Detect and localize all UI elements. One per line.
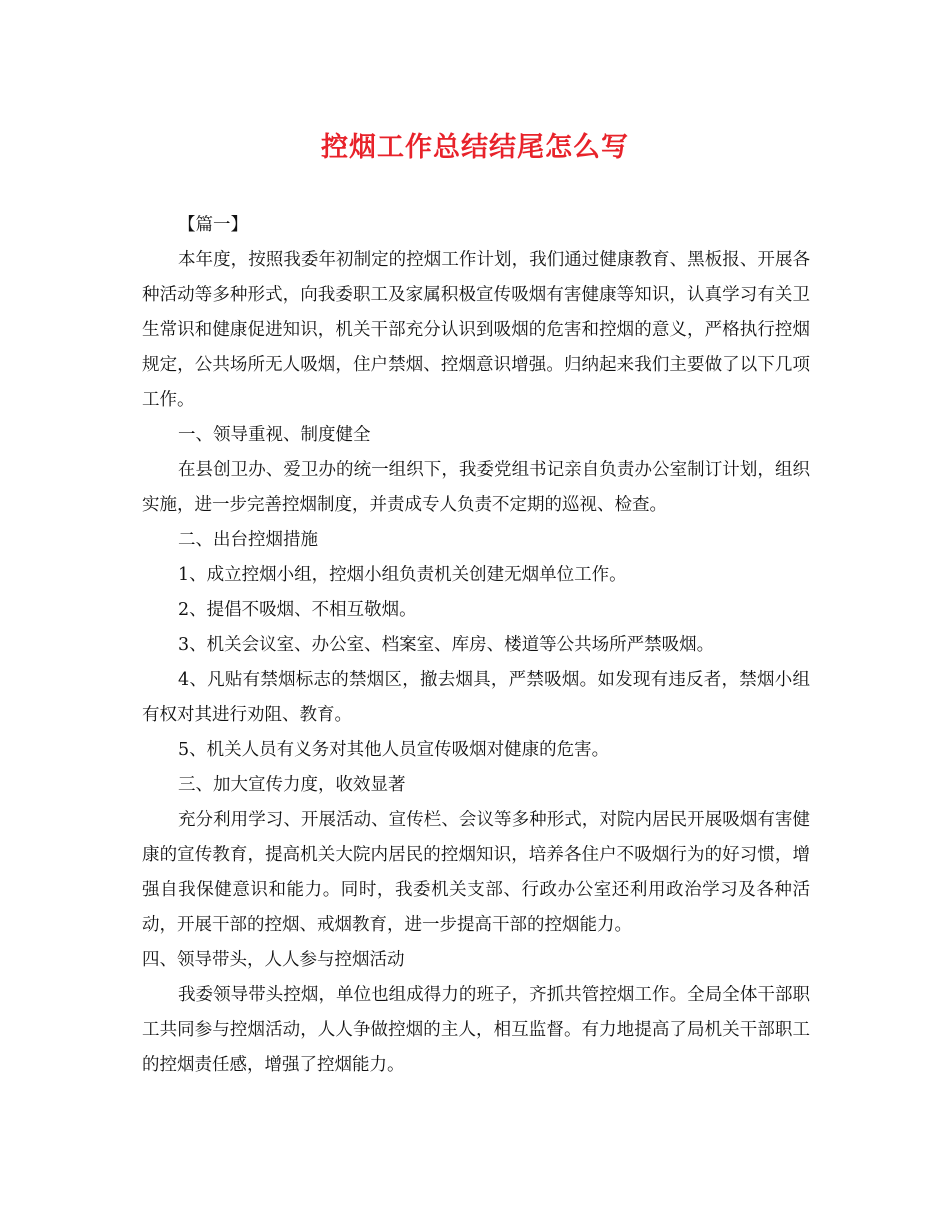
- heading-section-3: 三、加大宣传力度，收效显著: [178, 775, 406, 795]
- paragraph-section-4: 我委领导带头控烟，单位也组成得力的班子，齐抓共管控烟工作。全局全体干部职工共同参与控烟活动，人人争做控烟的主人，相互监督。有力地提高了局机关干部职工的控烟责任感，增强了控烟能力。: [142, 985, 810, 1075]
- paragraph-section-1: 在县创卫办、爱卫办的统一组织下，我委党组书记亲自负责办公室制订计划，组织实施，进一步完善控烟制度，并责成专人负责不定期的巡视、检查。: [142, 460, 810, 515]
- heading-section-2: 二、出台控烟措施: [178, 530, 318, 550]
- heading-section-1: 一、领导重视、制度健全: [178, 425, 371, 445]
- list-item-5: 5、机关人员有义务对其他人员宣传吸烟对健康的危害。: [178, 740, 610, 760]
- document-body: [142, 208, 810, 1083]
- heading-section-4: 四、领导带头，人人参与控烟活动: [142, 950, 405, 970]
- list-item-4: 4、凡贴有禁烟标志的禁烟区，撤去烟具，严禁吸烟。如发现有违反者，禁烟小组有权对其进行劝阻、教育。: [142, 670, 810, 725]
- list-item-3: 3、机关会议室、办公室、档案室、库房、楼道等公共场所严禁吸烟。: [178, 635, 715, 655]
- list-item-1: 1、成立控烟小组，控烟小组负责机关创建无烟单位工作。: [178, 565, 627, 585]
- list-item-2: 2、提倡不吸烟、不相互敬烟。: [178, 600, 417, 620]
- document-title: 控烟工作总结结尾怎么写: [321, 132, 629, 163]
- paragraph-section-3: 充分利用学习、开展活动、宣传栏、会议等多种形式，对院内居民开展吸烟有害健康的宣传教育，提高机关大院内居民的控烟知识，培养各住户不吸烟行为的好习惯，增强自我保健意识和能力。同时，我委机关支部、行政办公室还利用政治学习及各种活动，开展干部的控烟、戒烟教育，进一步提高干部的控烟能力。: [142, 810, 810, 935]
- paragraph-section-label: 【篇一】: [178, 215, 248, 235]
- paragraph-intro: 本年度，按照我委年初制定的控烟工作计划，我们通过健康教育、黑板报、开展各种活动等多种形式，向我委职工及家属积极宣传吸烟有害健康等知识，认真学习有关卫生常识和健康促进知识，机关干部充分认识到吸烟的危害和控烟的意义，严格执行控烟规定，公共场所无人吸烟，住户禁烟、控烟意识增强。归纳起来我们主要做了以下几项工作。: [142, 250, 810, 410]
